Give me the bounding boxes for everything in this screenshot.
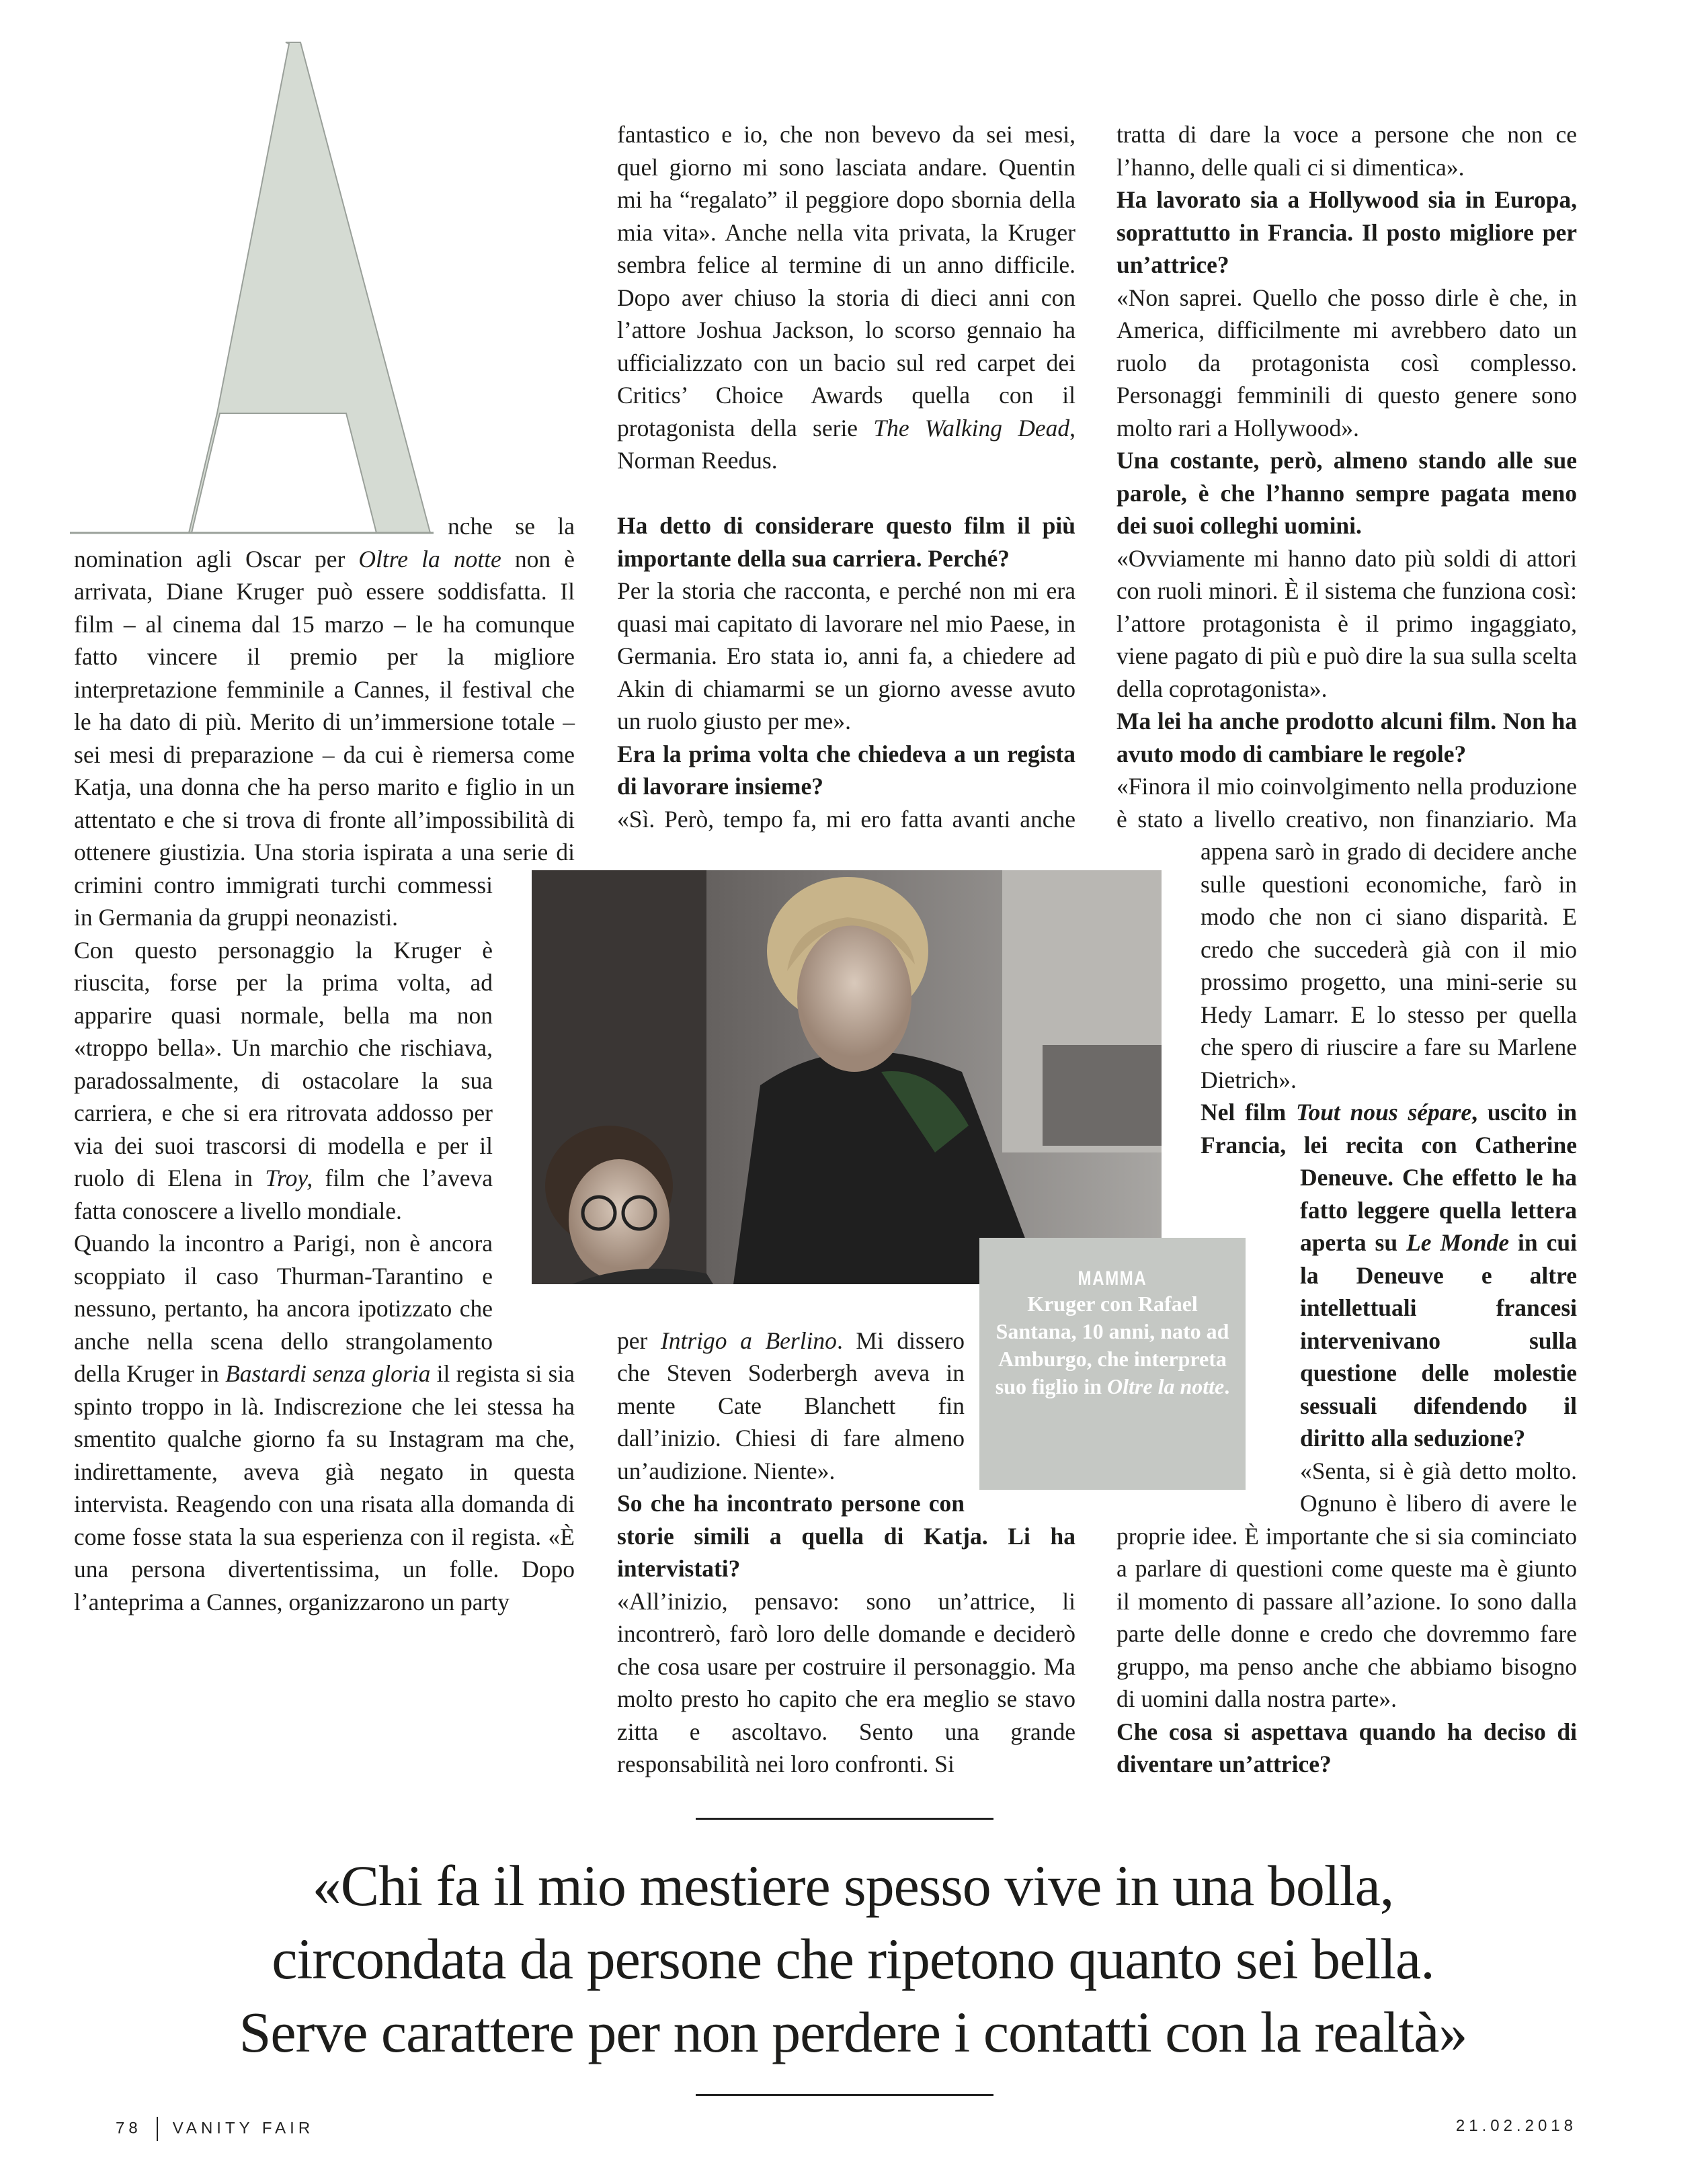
text-run: film che l’aveva fatta conoscere a livello mondiale.	[74, 1165, 493, 1224]
text-run: , uscito in Francia, lei recita con Catherine Deneuve. Che effetto le ha fatto leggere quella lettera aperta su	[1201, 1099, 1577, 1256]
text-run: , Norman Reedus.	[617, 414, 1075, 474]
text-run: fantastico e io, che non bevevo da sei mesi, quel giorno mi sono lasciata andare. Quentin mi ha “regalato” il peggiore dopo sbornia della mia vita». Anche nella vita privata, la Kruger sembra felice al termine di un anno difficile. Dopo aver chiuso la storia di dieci anni con l’attore Joshua Jackson, lo scorso gennaio ha ufficializzato con un bacio sul red carpet dei Critics’ Choice Awards quella con il protagonista della serie	[617, 121, 1075, 442]
page-number: 78	[116, 2119, 142, 2138]
italic-title: Oltre la notte	[1107, 1374, 1225, 1398]
text-run: nche se la nomination agli Oscar per	[74, 513, 575, 573]
footer-divider	[157, 2117, 158, 2141]
magazine-name: VANITY FAIR	[172, 2119, 315, 2138]
italic-title: Intrigo a Berlino	[660, 1327, 837, 1354]
text-run: «Sì. Però, tempo fa, mi ero fatta avanti anche per	[617, 805, 1075, 1354]
text-run: Nel film	[1201, 1099, 1297, 1126]
italic-title: Bastardi senza gloria	[225, 1360, 431, 1387]
text-run: «All’inizio, pensavo: sono un’attrice, li incontrerò, farò loro delle domande e deciderò che cosa usare per costruire il personaggio. Ma molto presto ho capito che era meglio se stavo zitta e ascoltavo. Sento una grande responsabilità nei loro confronti. Si	[617, 1587, 1075, 1777]
text-run: . Mi dissero che Steven Soderbergh aveva in mente Cate Blanchett fin dall’inizio. Chiesi di fare almeno un’audizione. Niente».	[617, 1327, 965, 1484]
text-run: Ma lei ha anche prodotto alcuni film. Non ha avuto modo di cambiare le regole?	[1116, 708, 1577, 767]
text-run: non è arrivata, Diane Kruger può essere soddisfatta. Il film – al cinema dal 15 marzo – le ha comunque fatto vincere il premio per la migliore interpretazione femminile a Cannes, il festival che le ha dato di più. Merito di un’immersione totale – sei mesi di preparazione – da cui è riemersa come Katja, una donna che ha perso marito e figlio in un attentato e che si trova di fronte all’impossibilità di ottenere giustizia. Una storia ispirata a una serie di crimini contro immigrati turchi commessi in Germania da gruppi neonazisti.	[74, 545, 575, 931]
italic-title: Oltre la notte	[358, 545, 501, 573]
text-run: «Non saprei. Quello che posso dirle è che, in America, difficilmente mi avrebbero dato un ruolo da protagonista così complesso. Personaggi femminili di questo genere sono molto rari a Hollywood».	[1116, 284, 1577, 442]
text-run: Quando la incontro a Parigi, non è ancora scoppiato il caso Thurman-Tarantino e nessuno, pertanto, ha ancora ipotizzato che anche nella scena dello strangolamento della Kruger in	[74, 1230, 493, 1387]
interview-question	[1116, 444, 1577, 542]
text-run: Una costante, però, almeno stando alle sue parole, è che l’hanno sempre pagata meno dei suoi colleghi uomini.	[1116, 447, 1577, 539]
text-run: Kruger con Rafael Santana, 10 anni, nato ad Amburgo, che interpreta suo figlio in	[995, 1292, 1229, 1398]
article-photo	[532, 870, 1162, 1284]
pull-quote-line: Serve carattere per non perdere i contatti con la realtà»	[239, 2000, 1467, 2064]
italic-title: Tout nous sépare	[1296, 1099, 1472, 1126]
article-paragraph	[1116, 542, 1577, 706]
issue-date: 21.02.2018	[1455, 2117, 1577, 2135]
italic-title: Le Monde	[1406, 1229, 1510, 1256]
text-run: in cui la Deneuve e altre intellettuali francesi intervenivano sulla questione delle molestie sessuali difendendo il diritto alla seduzione?	[1300, 1229, 1577, 1452]
pull-quote-line: «Chi fa il mio mestiere spesso vive in una bolla,	[312, 1853, 1394, 1918]
quote-top-rule	[696, 1818, 993, 1820]
interview-question	[1116, 183, 1577, 282]
text-run: Era la prima volta che chiedeva a un regista di lavorare insieme?	[617, 740, 1075, 800]
text-run: Con questo personaggio la Kruger è riuscita, forse per la prima volta, ad apparire quasi normale, bella ma non «troppo bella». Un marchio che rischiava, paradossalmente, di ostacolare la sua carriera, e che si era ritrovata addosso per via dei suoi trascorsi di modella e per il ruolo di Elena in	[74, 936, 493, 1191]
article-paragraph	[617, 1585, 1075, 1781]
interview-question	[617, 738, 1075, 803]
italic-title: Troy,	[265, 1165, 313, 1191]
text-run: tratta di dare la voce a persone che non ce l’hanno, delle quali ci si dimentica».	[1116, 121, 1577, 181]
article-column-3	[1116, 118, 1577, 1781]
article-paragraph	[617, 575, 1075, 738]
text-run: «Senta, si è già detto molto. Ognuno è libero di avere le proprie idee. È importante che si sia cominciato a parlare di questioni come queste ma è giunto il momento di passare all’azione. Io sono dalla parte delle donne e credo che dovremmo fare gruppo, ma penso anche che abbiamo bisogno di uomini dalla nostra parte».	[1116, 1457, 1577, 1712]
caption-text	[979, 1290, 1246, 1400]
text-run: Che cosa si aspettava quando ha deciso di diventare un’attrice?	[1116, 1718, 1577, 1777]
italic-title: The Walking Dead	[873, 414, 1070, 442]
interview-question	[617, 509, 1075, 575]
drop-cap-letter-a	[64, 37, 467, 548]
quote-bottom-rule	[696, 2094, 993, 2096]
text-run: .	[1224, 1374, 1230, 1398]
text-run: Per la storia che racconta, e perché non mi era quasi mai capitato di lavorare nel mio Paese, in Germania. Ero stata io, anni fa, a chiedere ad Akin di chiamarmi se un giorno avesse avuto un ruolo giusto per me».	[617, 577, 1075, 734]
article-column-1	[74, 510, 575, 1618]
pull-quote	[0, 1849, 1706, 2069]
text-run: Ha detto di considerare questo film il più importante della sua carriera. Perché?	[617, 512, 1075, 572]
caption-kicker: MAMMA	[1078, 1267, 1147, 1290]
article-paragraph	[617, 118, 1075, 477]
text-run: il regista si sia spinto troppo in là. Indiscrezione che lei stessa ha smentito qualche giorno fa su Instagram ma che, indirettamente, aveva già negato in questa intervista. Reagendo con una risata alla domanda di come fosse stata la sua esperienza con il regista. «È una persona divertentissima, un folle. Dopo l’anteprima a Cannes, organizzarono un party	[74, 1360, 575, 1615]
interview-question	[1116, 705, 1577, 770]
text-run: So che ha incontrato persone con storie simili a quella di Katja. Li ha intervistati?	[617, 1490, 1075, 1582]
article-paragraph	[1116, 282, 1577, 445]
pull-quote-line: circondata da persone che ripetono quanto sei bella.	[272, 1927, 1434, 1991]
article-paragraph	[1116, 118, 1577, 183]
photo-caption	[979, 1238, 1246, 1490]
interview-question	[1116, 1716, 1577, 1781]
text-run: «Ovviamente mi hanno dato più soldi di attori con ruoli minori. È il sistema che funziona così: l’attore protagonista è il primo ingaggiato, viene pagato di più e può dire la sua sulla scelta della coprotagonista».	[1116, 544, 1577, 702]
text-run: Ha lavorato sia a Hollywood sia in Europa, soprattutto in Francia. Il posto migliore per un’attrice?	[1116, 186, 1577, 278]
text-run: «Finora il mio coinvolgimento nella produzione è stato a livello creativo, non finanziario. Ma appena sarò in grado di decidere anche sulle questioni economiche, farò in modo che non ci siano disparità. E credo che succederà già con il mio prossimo progetto, una mini-serie su Hedy Lamarr. E lo stesso per quella che spero di riuscire a fare su Marlene Dietrich».	[1116, 773, 1577, 1093]
